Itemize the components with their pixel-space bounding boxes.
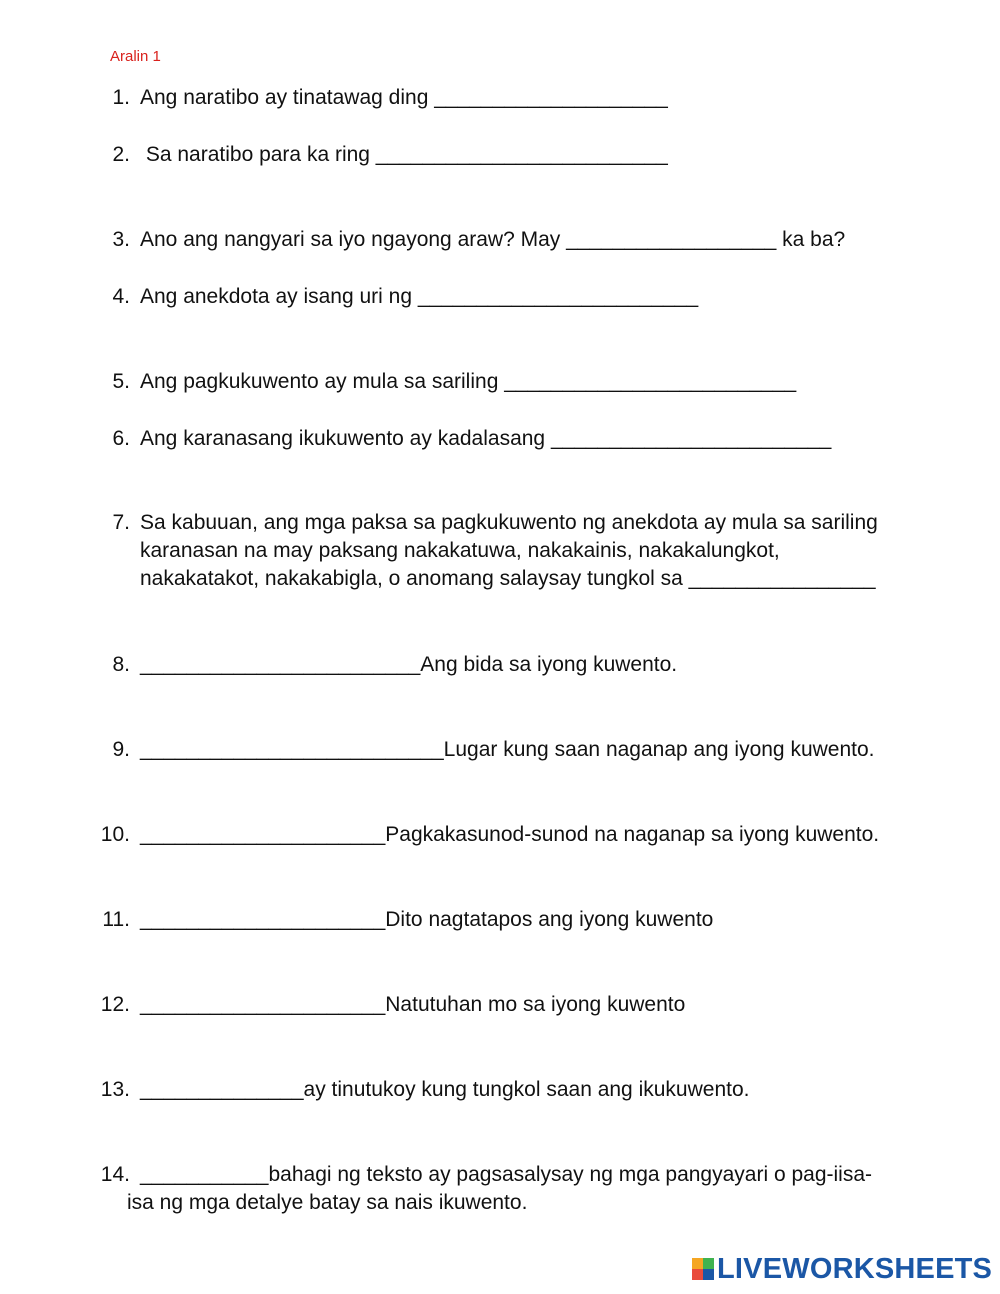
question-text: _____________________Pagkakasunod-sunod na naganap sa iyong kuwento. (140, 823, 880, 846)
question-number: 11. (102, 908, 130, 931)
question-text: ______________ay tinutukoy kung tungkol saan ang ikukuwento. (140, 1078, 750, 1101)
question-text: Ang anekdota ay isang uri ng ________________________ (140, 285, 699, 308)
question-text: ________________________Ang bida sa iyong kuwento. (140, 653, 678, 676)
question-number: 4. (112, 285, 130, 308)
question-number: 9. (112, 738, 130, 761)
question-number: 8. (112, 653, 130, 676)
question-text: Ang pagkukuwento ay mula sa sariling _________________________ (140, 370, 797, 393)
question-text-line-2: isa ng mga detalye batay sa nais ikuwento. (127, 1191, 528, 1214)
question-number: 7. (112, 511, 130, 534)
liveworksheets-logo-icon (692, 1258, 714, 1280)
question-number: 3. (112, 228, 130, 251)
logo-text: LIVEWORKSHEETS (717, 1252, 993, 1285)
question-text: Ang naratibo ay tinatawag ding ____________________ (140, 86, 668, 109)
question-number: 5. (112, 370, 130, 393)
question-number: 2. (112, 143, 130, 166)
question-text: _____________________Dito nagtatapos ang iyong kuwento (140, 908, 714, 931)
question-number: 14. (100, 1163, 130, 1186)
liveworksheets-logo (692, 1253, 992, 1285)
question-number: 10. (100, 823, 130, 846)
question-number: 12. (100, 993, 130, 1016)
question-text-line-1: Sa kabuuan, ang mga paksa sa pagkukuwento ng anekdota ay mula sa sariling (140, 511, 878, 534)
question-text: _____________________Natutuhan mo sa iyong kuwento (140, 993, 686, 1016)
question-text-line-3: nakakatakot, nakakabigla, o anomang salaysay tungkol sa ________________ (140, 567, 876, 590)
question-text-line-2: karanasan na may paksang nakakatuwa, nakakainis, nakakalungkot, (140, 539, 780, 562)
question-text: Ang karanasang ikukuwento ay kadalasang ________________________ (140, 427, 832, 450)
question-text: __________________________Lugar kung saan naganap ang iyong kuwento. (140, 738, 875, 761)
question-text: Ano ang nangyari sa iyo ngayong araw? May __________________ ka ba? (140, 228, 846, 251)
question-text: Sa naratibo para ka ring _________________________ (140, 143, 668, 166)
lesson-title: Aralin 1 (110, 48, 161, 65)
question-number: 13. (100, 1078, 130, 1101)
question-number: 1. (112, 86, 130, 109)
question-number: 6. (112, 427, 130, 450)
question-text-line-1: ___________bahagi ng teksto ay pagsasalysay ng mga pangyayari o pag-iisa- (140, 1163, 873, 1186)
